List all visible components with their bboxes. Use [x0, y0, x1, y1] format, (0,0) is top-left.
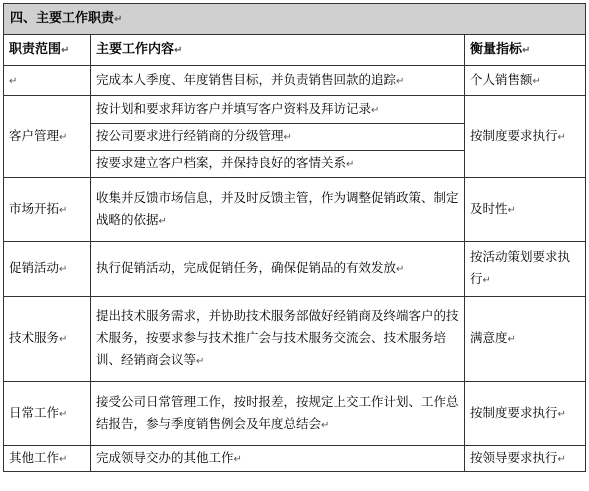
paragraph-mark: ↵ — [59, 264, 68, 275]
paragraph-mark: ↵ — [158, 215, 167, 227]
content-cell — [91, 66, 465, 96]
scope-cell — [4, 382, 91, 446]
metric-text: 及时性 — [470, 200, 508, 216]
section-title — [4, 4, 586, 35]
table-row — [4, 178, 586, 242]
paragraph-mark: ↵ — [507, 204, 516, 216]
paragraph-mark: ↵ — [557, 408, 566, 420]
paragraph-mark: ↵ — [557, 131, 566, 143]
scope-cell — [4, 178, 91, 242]
metric-text: 按制度要求执行 — [470, 404, 558, 420]
paragraph-mark: ↵ — [174, 44, 183, 56]
scope-text: 促销活动 — [9, 260, 60, 275]
paragraph-mark: ↵ — [61, 44, 70, 56]
content-cell — [91, 178, 465, 242]
metric-cell — [465, 242, 586, 297]
table-row — [4, 66, 586, 96]
header-content-text: 主要工作内容 — [96, 41, 175, 57]
paragraph-mark: ↵ — [482, 275, 491, 286]
content-cell — [91, 446, 465, 472]
table-row — [4, 297, 586, 382]
scope-text: 市场开拓 — [9, 200, 60, 216]
scope-cell — [4, 96, 91, 178]
header-content — [91, 35, 465, 66]
metric-cell — [465, 382, 586, 446]
scope-text: 客户管理 — [9, 127, 60, 143]
content-text: 按公司要求进行经销商的分级管理 — [96, 128, 284, 143]
paragraph-mark: ↵ — [233, 453, 242, 465]
table-row — [4, 446, 586, 472]
content-cell — [91, 242, 465, 297]
content-text: 完成领导交办的其他工作 — [96, 449, 234, 465]
scope-text: 技术服务 — [9, 330, 60, 345]
paragraph-mark: ↵ — [321, 419, 330, 431]
paragraph-mark: ↵ — [557, 453, 566, 465]
content-cell — [91, 96, 465, 124]
paragraph-mark: ↵ — [522, 44, 531, 56]
content-text: 提出技术服务需求，并协助技术服务部做好经销商及终端客户的技术服务，按要求参与技术推广会与技术服务交流会、技术服务培训、经销商会议等 — [96, 308, 459, 367]
paragraph-mark: ↵ — [396, 264, 405, 275]
content-text: 接受公司日常管理工作，按时报差，按规定上交工作计划、工作总结报告，参与季度销售例会及年度总结会 — [96, 393, 459, 431]
metric-cell — [465, 446, 586, 472]
table-row — [4, 96, 586, 124]
paragraph-mark: ↵ — [59, 453, 68, 465]
metric-cell — [465, 66, 586, 96]
content-cell — [91, 151, 465, 178]
metric-text: 个人销售额 — [470, 71, 533, 87]
paragraph-mark: ↵ — [9, 75, 18, 87]
header-scope — [4, 35, 91, 66]
content-cell — [91, 297, 465, 382]
scope-cell — [4, 242, 91, 297]
paragraph-mark: ↵ — [196, 356, 205, 367]
metric-cell — [465, 297, 586, 382]
scope-cell — [4, 66, 91, 96]
paragraph-mark: ↵ — [346, 159, 355, 170]
metric-cell — [465, 178, 586, 242]
content-text: 完成本人季度、年度销售目标，并负责销售回款的追踪 — [96, 71, 397, 87]
paragraph-mark: ↵ — [283, 132, 292, 143]
scope-text: 其他工作 — [9, 449, 60, 465]
metric-text: 按领导要求执行 — [470, 449, 558, 465]
paragraph-mark: ↵ — [59, 204, 68, 216]
paragraph-mark: ↵ — [59, 408, 68, 420]
content-text: 执行促销活动，完成促销任务，确保促销品的有效发放 — [96, 260, 397, 275]
paragraph-mark: ↵ — [114, 13, 123, 25]
content-cell — [91, 124, 465, 151]
paragraph-mark: ↵ — [59, 334, 68, 345]
header-scope-text: 职责范围 — [9, 41, 62, 57]
scope-text: 日常工作 — [9, 404, 60, 420]
paragraph-mark: ↵ — [59, 131, 68, 143]
metric-text: 满意度 — [470, 330, 508, 345]
metric-cell — [465, 96, 586, 178]
paragraph-mark: ↵ — [371, 104, 380, 116]
metric-text: 按制度要求执行 — [470, 127, 558, 143]
scope-cell — [4, 297, 91, 382]
paragraph-mark: ↵ — [532, 75, 541, 87]
header-metric — [465, 35, 586, 66]
content-text: 按要求建立客户档案，并保持良好的客情关系 — [96, 155, 347, 170]
table-row — [4, 382, 586, 446]
job-duties-table — [3, 3, 586, 472]
metric-text: 按活动策划要求执行 — [470, 249, 571, 286]
paragraph-mark: ↵ — [507, 334, 516, 345]
content-text: 按计划和要求拜访客户并填写客户资料及拜访记录 — [96, 100, 372, 116]
content-text: 收集并反馈市场信息，并及时反馈主管，作为调整促销政策、制定战略的依据 — [96, 189, 459, 227]
content-cell — [91, 382, 465, 446]
header-metric-text: 衡量指标 — [470, 41, 523, 57]
paragraph-mark: ↵ — [396, 75, 405, 87]
table-row — [4, 242, 586, 297]
scope-cell — [4, 446, 91, 472]
section-title-text: 四、主要工作职责 — [10, 10, 115, 26]
